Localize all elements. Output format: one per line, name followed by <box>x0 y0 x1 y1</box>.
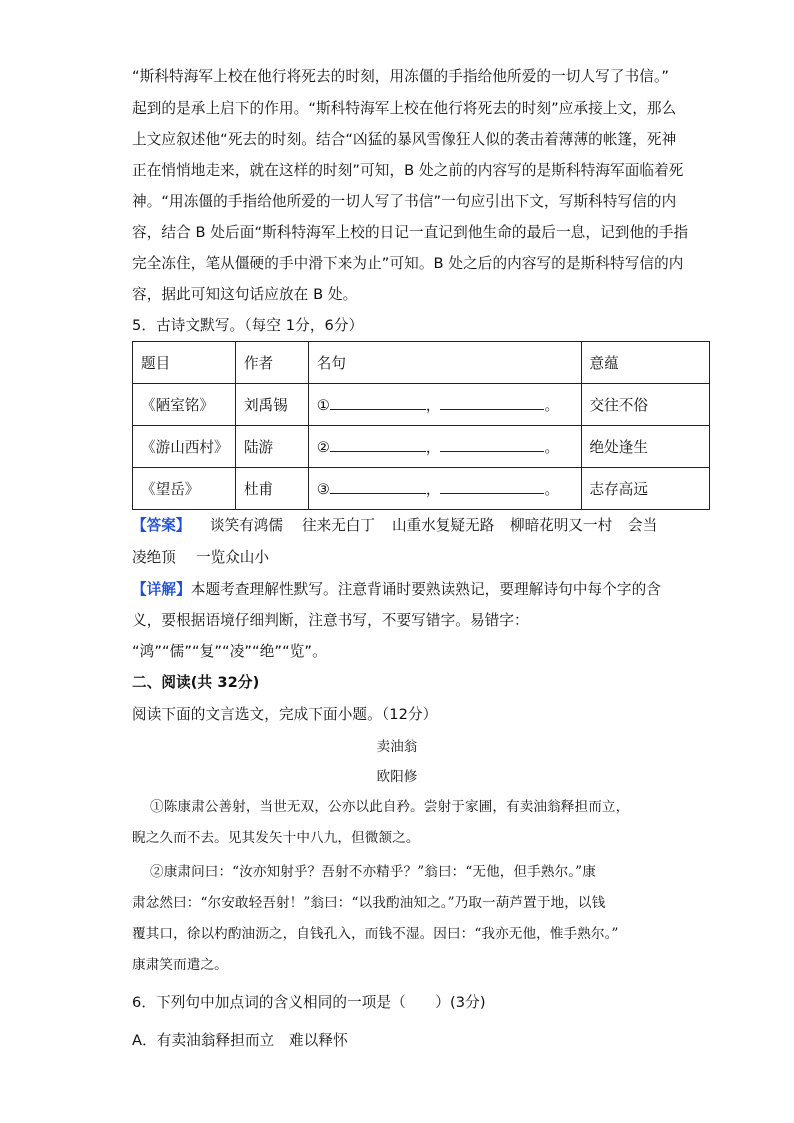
blank-number: ① <box>316 397 330 414</box>
table-row <box>133 468 710 510</box>
row-blanks <box>308 426 581 468</box>
header-author: 作者 <box>235 342 308 384</box>
analysis-line-4: 正在悄悄地走来，就在这样的时刻”可知，B 处之前的内容写的是斯科特海军面临着死 <box>132 162 684 179</box>
fill-blank[interactable] <box>440 479 544 494</box>
fill-blank[interactable] <box>330 479 426 494</box>
blank-period: 。 <box>544 481 560 498</box>
passage-title: 卖油翁 <box>376 739 418 755</box>
row-author: 陆游 <box>235 426 308 468</box>
blank-comma: ， <box>425 439 441 456</box>
row-meaning: 绝处逢生 <box>581 426 709 468</box>
row-blanks <box>308 468 581 510</box>
answer-item: 会当 <box>628 517 658 534</box>
reading-intro: 阅读下面的文言选文，完成下面小题。（12分） <box>132 706 438 723</box>
analysis-line-7: 完全冻住，笔从僵硬的手中滑下来为止”可知。B 处之后的内容写的是斯科特写信的内 <box>132 255 684 272</box>
row-author: 刘禹锡 <box>235 384 308 426</box>
analysis-line-3: 上文应叙述他“死去的时刻。结合“凶猛的暴风雪像狂人似的袭击着薄薄的帐篷，死神 <box>132 131 677 148</box>
blank-comma: ， <box>425 481 441 498</box>
header-line: 名句 <box>308 342 581 384</box>
header-title: 题目 <box>133 342 236 384</box>
analysis-line-8: 容，据此可知这句话应放在 B 处。 <box>132 286 358 303</box>
row-meaning: 志存高远 <box>581 468 709 510</box>
detail-line-1 <box>132 580 661 600</box>
passage-line-4: 肃忿然曰：“尔安敢轻吾射！”翁曰：“以我酌油知之。”乃取一葫芦置于地，以钱 <box>132 895 606 911</box>
question-6: 6．下列句中加点词的含义相同的一项是（ ）(3分) <box>132 994 486 1011</box>
passage-line-6: 康肃笑而遣之。 <box>132 957 228 973</box>
detail-line-2: 义，要根据语境仔细判断，注意书写，不要写错字。易错字： <box>132 612 529 629</box>
detail-line-3: “鸿”“儒”“复”“凌”“绝”“览”。 <box>132 643 327 660</box>
row-author: 杜甫 <box>235 468 308 510</box>
row-meaning: 交往不俗 <box>581 384 709 426</box>
row-title: 《望岳》 <box>133 468 236 510</box>
analysis-line-6: 容，结合 B 处后面“斯科特海军上校的日记一直记到他生命的最后一息，记到他的手指 <box>132 224 689 241</box>
answer-item: 山重水复疑无路 <box>392 517 495 534</box>
fill-blank[interactable] <box>330 395 426 410</box>
passage-line-1: ①陈康肃公善射，当世无双，公亦以此自矜。尝射于家圃，有卖油翁释担而立， <box>150 799 630 815</box>
analysis-line-1: “斯科特海军上校在他行将死去的时刻，用冻僵的手指给他所爱的一切人写了书信。” <box>132 68 669 85</box>
blank-number: ③ <box>316 481 330 498</box>
blank-number: ② <box>316 439 330 456</box>
fill-blank[interactable] <box>330 437 426 452</box>
blank-period: 。 <box>544 439 560 456</box>
answer-tag: 【答案】 <box>132 517 191 534</box>
passage-line-5: 覆其口，徐以杓酌油沥之，自钱孔入，而钱不湿。因曰：“我亦无他，惟手熟尔。” <box>132 926 619 942</box>
detail-tag: 【详解】 <box>132 581 191 598</box>
fill-blank[interactable] <box>440 437 544 452</box>
analysis-line-2: 起到的是承上启下的作用。“斯科特海军上校在他行将死去的时刻”应承接上文，那么 <box>132 100 677 117</box>
row-blanks <box>308 384 581 426</box>
answer-item: 一览众山小 <box>196 549 269 566</box>
header-meaning: 意蕴 <box>581 342 709 384</box>
row-title: 《游山西村》 <box>133 426 236 468</box>
section-heading: 二、阅读(共 32分) <box>132 674 260 691</box>
passage-author: 欧阳修 <box>376 769 418 785</box>
blank-period: 。 <box>544 397 560 414</box>
row-title: 《陋室铭》 <box>133 384 236 426</box>
answer-item: 谈笑有鸿儒 <box>210 517 283 534</box>
passage-line-2: 睨之久而不去。见其发矢十中八九，但微颔之。 <box>132 830 420 846</box>
question-5-title: 5．古诗文默写。（每空 1分，6分） <box>132 317 364 334</box>
table-row <box>133 384 710 426</box>
table-header-row <box>133 342 710 384</box>
answer-item: 柳暗花明又一村 <box>510 517 613 534</box>
analysis-line-5: 神。“用冻僵的手指给他所爱的一切人写了书信”一句应引出下文，写斯科特写信的内 <box>132 193 677 210</box>
question-6-option-a: A．有卖油翁释担而立 难以释怀 <box>132 1032 348 1049</box>
blank-comma: ， <box>425 397 441 414</box>
table-row <box>133 426 710 468</box>
passage-line-3: ②康肃问曰：“汝亦知射乎？吾射不亦精乎？”翁曰：“无他，但手熟尔。”康 <box>150 864 596 880</box>
poem-table <box>132 341 710 510</box>
fill-blank[interactable] <box>440 395 544 410</box>
answer-item: 凌绝顶 <box>132 549 176 566</box>
answer-item: 往来无白丁 <box>302 517 375 534</box>
detail-text: 本题考查理解性默写。注意背诵时要熟读熟记，要理解诗句中每个字的含 <box>190 581 661 598</box>
